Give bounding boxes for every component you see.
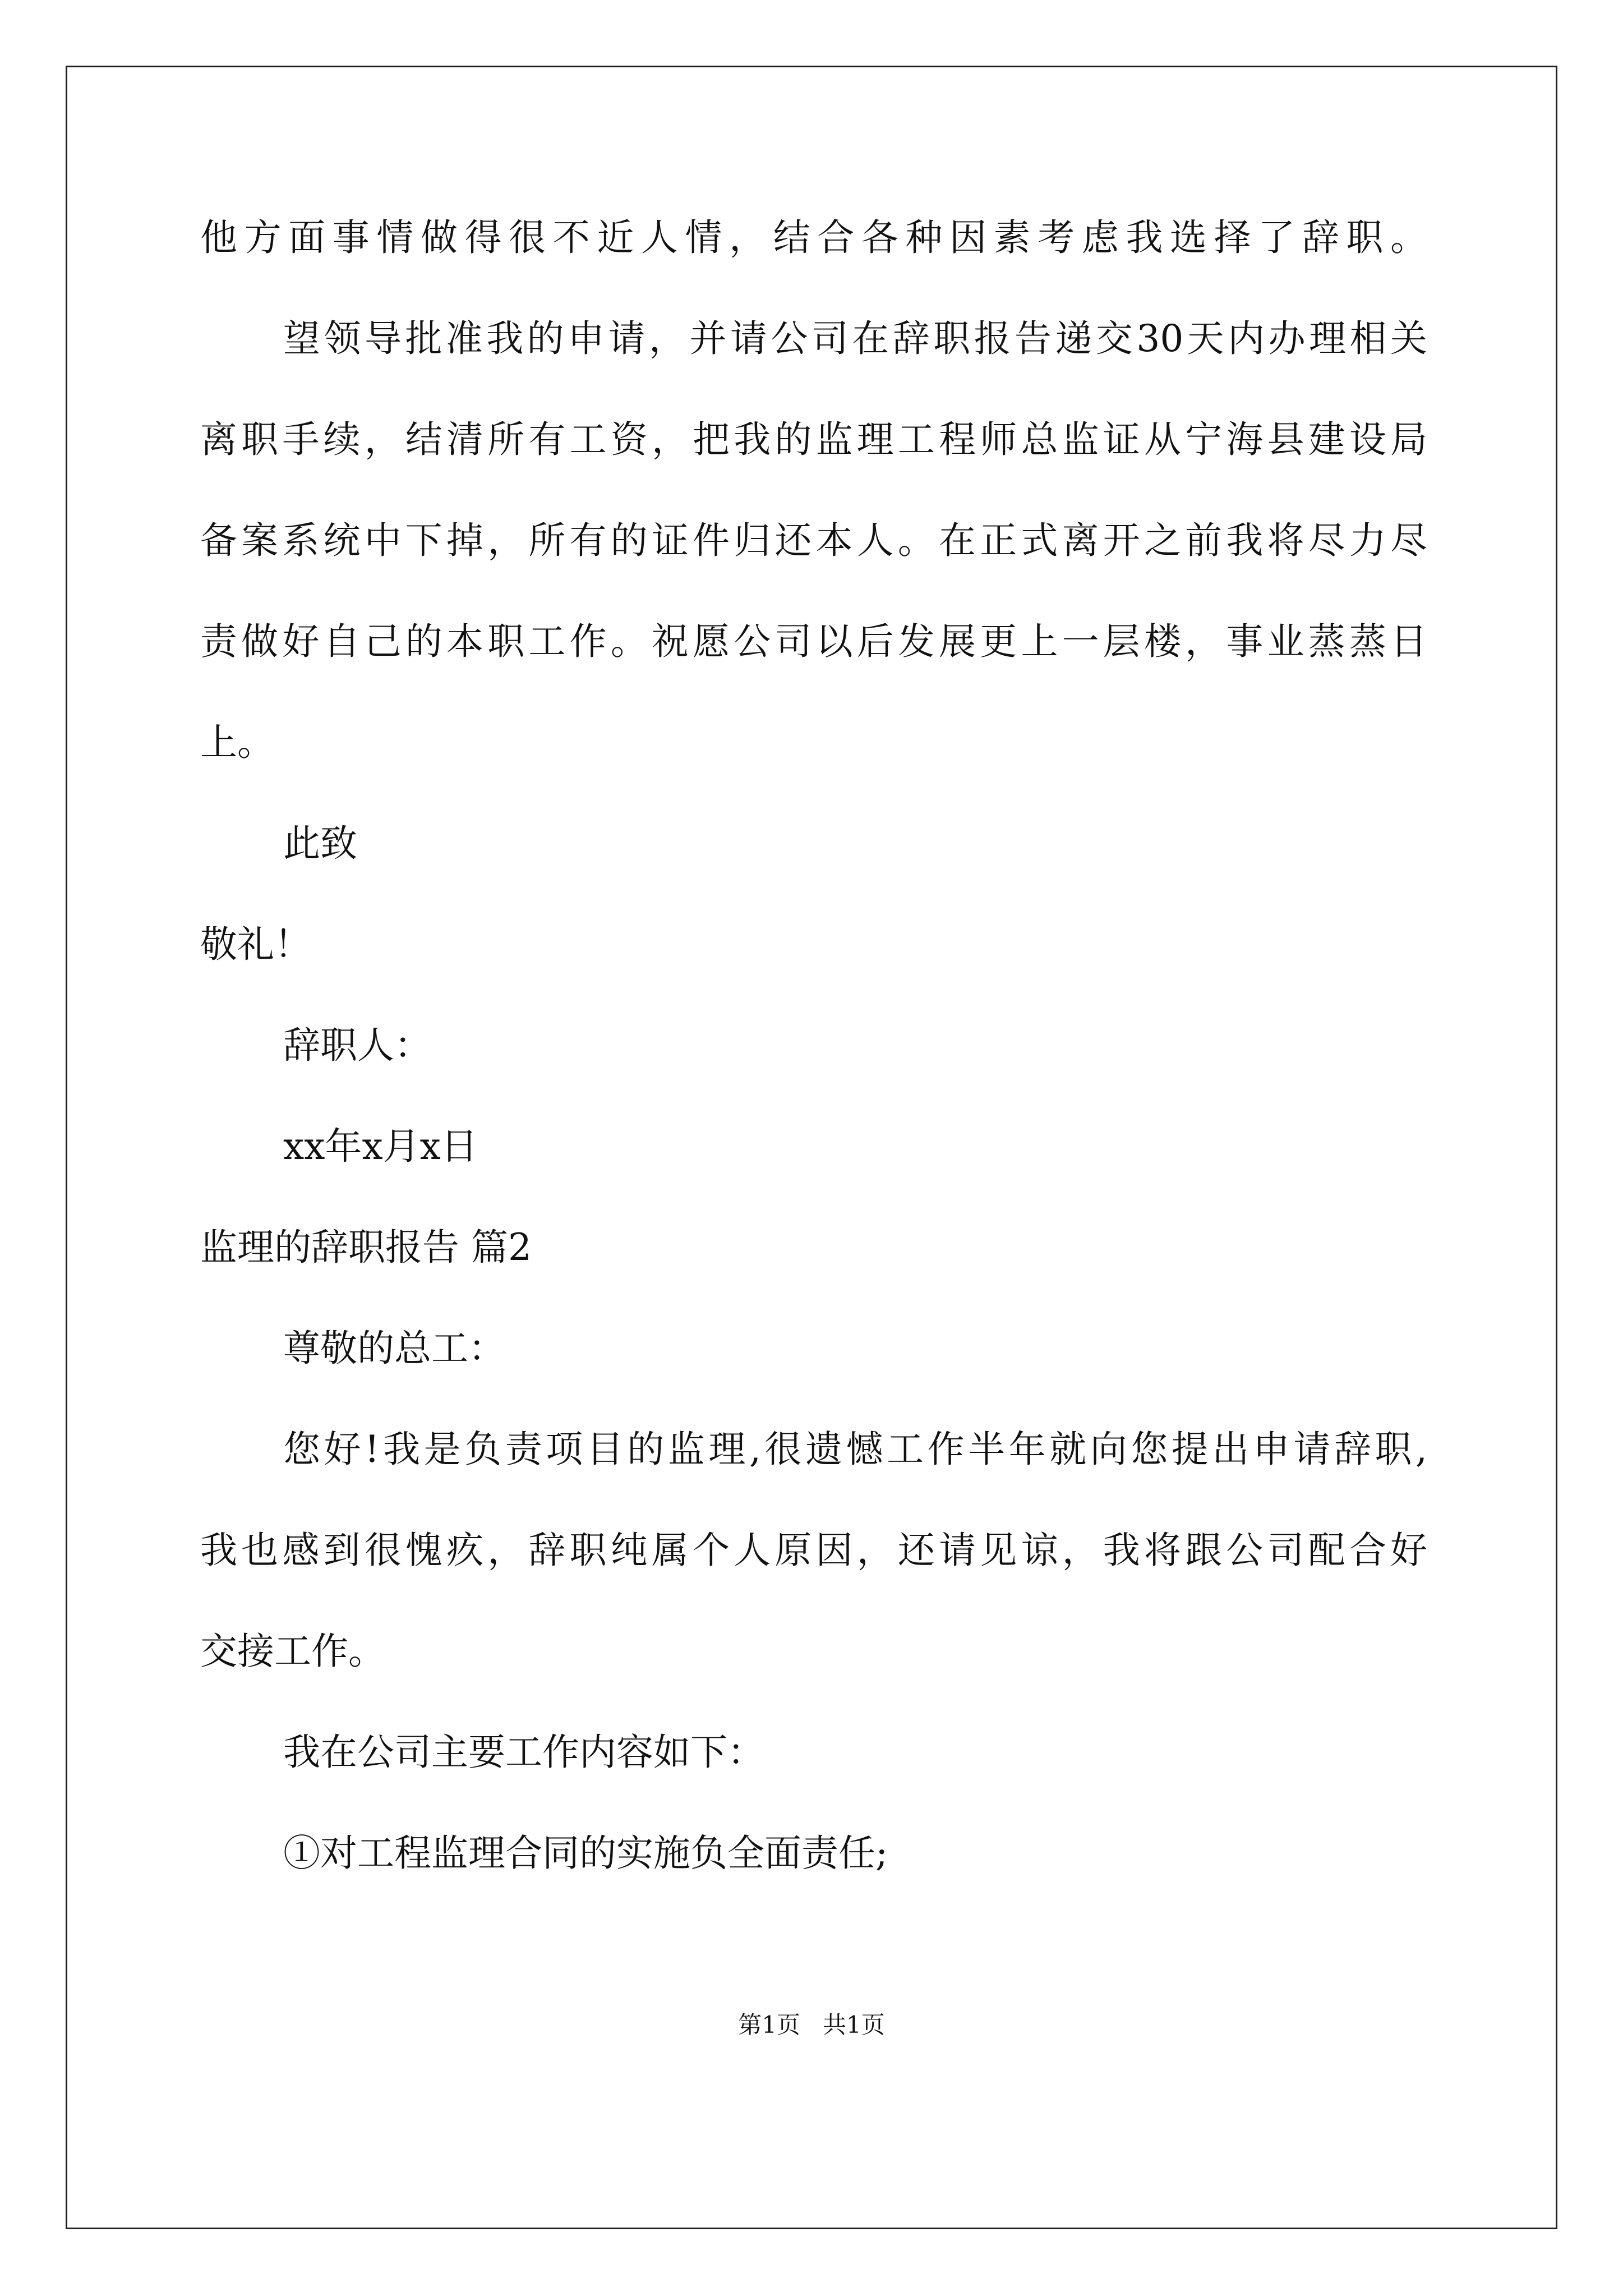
paragraph-line: 备案系统中下掉，所有的证件归还本人。在正式离开之前我将尽力尽 (200, 519, 1427, 562)
paragraph-line: 离职手续，结清所有工资，把我的监理工程师总监证从宁海县建设局 (200, 418, 1427, 461)
paragraph-line: 交接工作。 (200, 1630, 385, 1673)
section-heading: 监理的辞职报告 篇2 (200, 1226, 532, 1269)
paragraph-line: 他方面事情做得很不近人情，结合各种因素考虑我选择了辞职。 (200, 216, 1427, 259)
salutation-line: 敬礼！ (200, 923, 311, 966)
date-line: xx年x月x日 (283, 1125, 478, 1168)
paragraph-line: 责做好自己的本职工作。祝愿公司以后发展更上一层楼，事业蒸蒸日 (200, 620, 1427, 663)
greeting-line: 尊敬的总工： (283, 1327, 505, 1370)
paragraph-line: 您好!我是负责项目的监理,很遗憾工作半年就向您提出申请辞职, (283, 1428, 1427, 1471)
paragraph-line: 我在公司主要工作内容如下： (283, 1731, 764, 1774)
paragraph-line: 我也感到很愧疚，辞职纯属个人原因，还请见谅，我将跟公司配合好 (200, 1529, 1427, 1572)
page-number: 第1页 共1页 (738, 2011, 885, 2039)
paragraph-line: 上。 (200, 721, 274, 764)
paragraph-line: 望领导批准我的申请，并请公司在辞职报告递交30天内办理相关 (283, 317, 1427, 360)
salutation-line: 此致 (283, 822, 357, 865)
list-item: ①对工程监理合同的实施负全面责任; (283, 1832, 888, 1875)
signature-line: 辞职人： (283, 1024, 431, 1067)
